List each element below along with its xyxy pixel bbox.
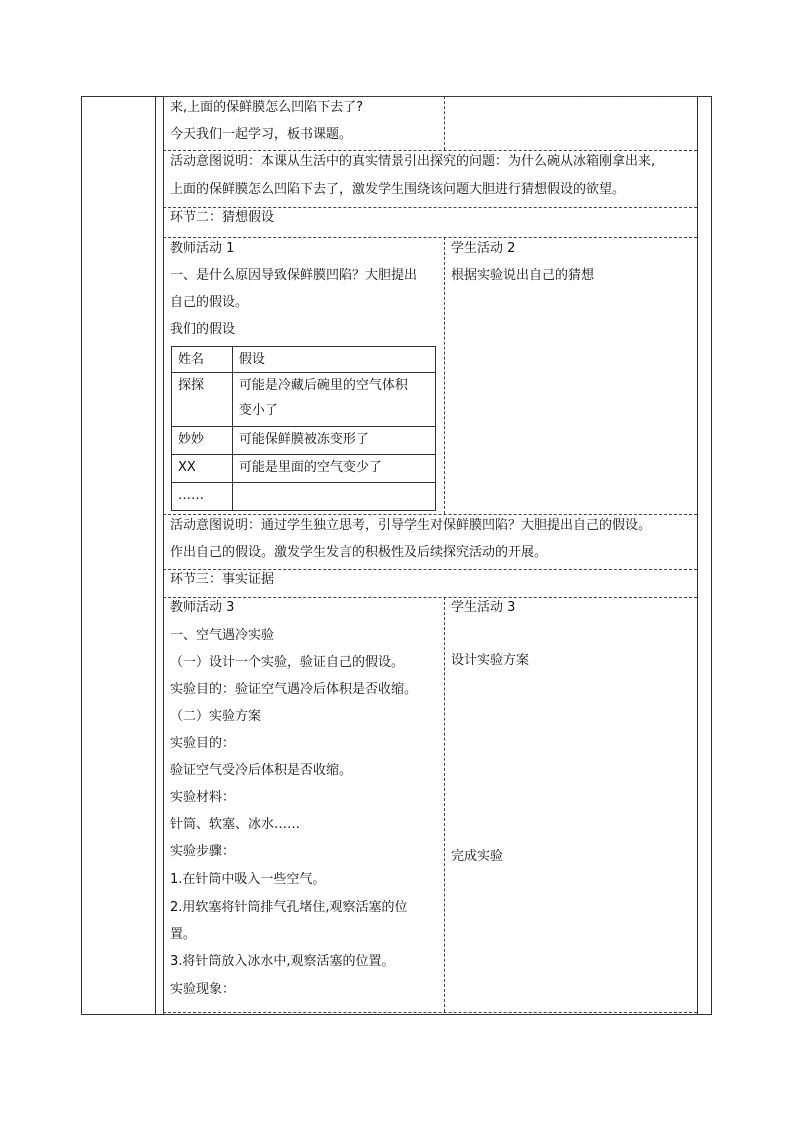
section-title: 环节三：事实证据 <box>170 572 275 587</box>
table-row <box>172 483 436 511</box>
row-border <box>163 237 697 238</box>
teacher-line: 实验步骤： <box>170 844 236 859</box>
hypothesis-cell <box>232 373 435 427</box>
left-column-divider-inner <box>163 96 164 1015</box>
name-cell: 探探 <box>172 373 233 427</box>
teacher-line: 验证空气受冷后体积是否收缩。 <box>170 763 353 778</box>
teacher-activity-title: 教师活动 1 <box>170 241 235 256</box>
teacher-line: 实验材料： <box>170 790 236 805</box>
teacher-line: （一）设计一个实验，验证自己的假设。 <box>170 655 405 670</box>
teacher-line: （二）实验方案 <box>170 709 262 724</box>
row-border <box>163 1012 697 1013</box>
hypothesis-cell <box>232 483 435 511</box>
column-border <box>444 597 445 1012</box>
teacher-line: 一、空气遇冷实验 <box>170 628 275 643</box>
left-column-divider <box>155 96 156 1015</box>
hypothesis-cell: 可能保鲜膜被冻变形了 <box>232 427 435 455</box>
student-activity-text: 完成实验 <box>451 849 504 864</box>
hypothesis-caption: 我们的假设 <box>170 322 236 337</box>
hypothesis-cell: 可能是里面的空气变少了 <box>232 455 435 483</box>
table-header-cell: 姓名 <box>172 347 233 373</box>
activity-intent-text: 作出自己的假设。激发学生发言的积极性及后续探究活动的开展。 <box>170 545 548 560</box>
table-row <box>172 455 436 483</box>
teacher-line: 实验目的：验证空气遇冷后体积是否收缩。 <box>170 682 418 697</box>
teacher-line: 1.在针筒中吸入一些空气。 <box>170 872 326 887</box>
table-header-row <box>172 347 436 373</box>
row-border <box>163 597 697 598</box>
right-column-divider <box>697 96 698 1015</box>
name-cell: 妙妙 <box>172 427 233 455</box>
intro-line: 来,上面的保鲜膜怎么凹陷下去了? <box>170 100 364 115</box>
student-activity-text: 根据实验说出自己的猜想 <box>451 268 595 283</box>
hypothesis-table <box>171 346 436 511</box>
table-header-cell: 假设 <box>232 347 435 373</box>
name-cell: XX <box>172 455 233 483</box>
intro-line: 今天我们一起学习，板书课题。 <box>170 127 353 142</box>
column-border <box>444 237 445 514</box>
teacher-question: 自己的假设。 <box>170 295 249 310</box>
activity-intent-text: 活动意图说明：通过学生独立思考，引导学生对保鲜膜凹陷？大胆提出自己的假设。 <box>170 518 652 533</box>
activity-intent-text: 活动意图说明：本课从生活中的真实情景引出探究的问题：为什么碗从冰箱刚拿出来, <box>170 154 656 169</box>
section-title: 环节二：猜想假设 <box>170 210 275 225</box>
teacher-line: 置。 <box>170 927 197 942</box>
teacher-line: 3.将针筒放入冰水中,观察活塞的位置。 <box>170 954 395 969</box>
teacher-line: 2.用软塞将针筒排气孔堵住,观察活塞的位 <box>170 900 408 915</box>
activity-intent-text: 上面的保鲜膜怎么凹陷下去了，激发学生围绕该问题大胆进行猜想假设的欲望。 <box>170 182 626 197</box>
table-row <box>172 373 436 427</box>
teacher-line: 实验现象： <box>170 982 236 997</box>
name-cell: …… <box>172 483 233 511</box>
student-activity-text: 设计实验方案 <box>451 653 530 668</box>
teacher-line: 针筒、软塞、冰水…… <box>170 817 301 832</box>
teacher-line: 实验目的： <box>170 736 236 751</box>
teacher-question: 一、是什么原因导致保鲜膜凹陷？大胆提出 <box>170 268 418 283</box>
teacher-activity-title: 教师活动 3 <box>170 600 235 615</box>
column-border <box>444 96 445 150</box>
student-activity-title: 学生活动 2 <box>451 241 516 256</box>
table-row <box>172 427 436 455</box>
hypothesis-text: 变小了 <box>238 403 278 418</box>
hypothesis-text: 可能是冷藏后碗里的空气体积 <box>238 378 408 393</box>
student-activity-title: 学生活动 3 <box>451 600 516 615</box>
